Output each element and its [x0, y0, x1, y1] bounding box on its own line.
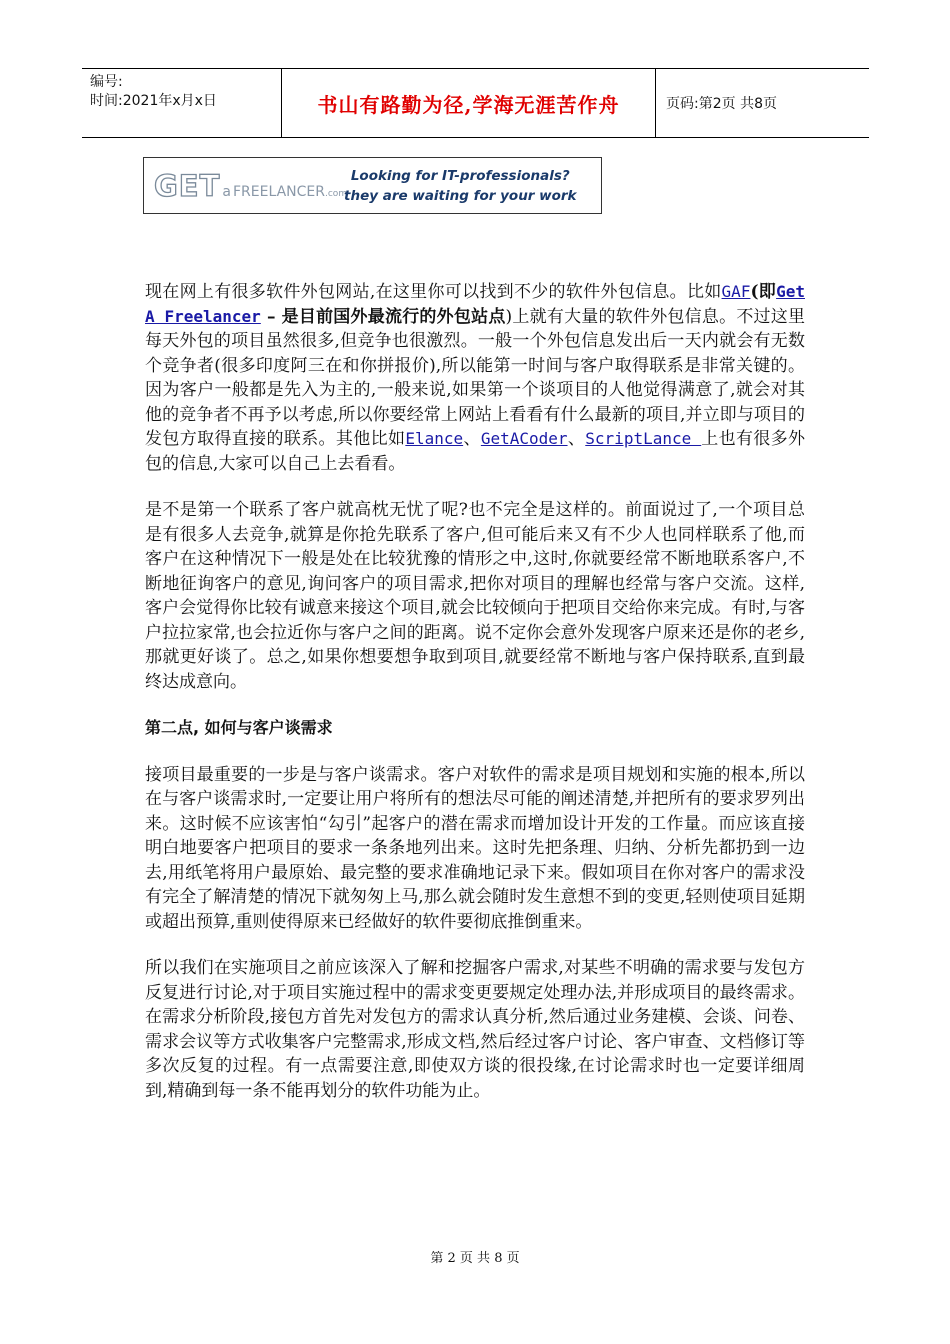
para1-text-1: 现在网上有很多软件外包网站,在这里你可以找到不少的软件外包信息。比如 [145, 282, 722, 302]
logo-get: GET [154, 168, 221, 203]
paragraph-2: 是不是第一个联系了客户就高枕无忧了呢?也不完全是这样的。前面说过了,一个项目总是有很多人去竞争,就算是你抢先联系了客户,但可能后来又有不少人也同样联系了他,而客户在这种情况下一般是处在比较犹豫的情形之中,这时,你就要经常不断地联系客户,不断地征询客户的意见,询问客户的项目需求,把你对项目的理解也经常与客户交流。这样,客户会觉得你比较有诚意来接这个项目,就会比较倾向于把项目交给你来完成。有时,与客户拉拉家常,也会拉近你与客户之间的距离。说不定你会意外发现客户原来还是你的老乡,那就更好谈了。总之,如果你想要想争取到项目,就要经常不断地与客户保持联系,直到最终达成意向。 [145, 500, 805, 692]
para1-text-3: – 是目前国外最流行的外包站点 [260, 306, 506, 327]
paragraph-1 [145, 280, 805, 476]
page-footer: 第 2 页 共 8 页 [430, 1251, 520, 1266]
link-scriptlance[interactable]: ScriptLance [585, 429, 702, 448]
logo-freelancer: FREELANCER [233, 183, 325, 200]
code-label: 编号: [90, 74, 123, 90]
link-get-a-freelancer[interactable]: Get A Freelancer [145, 282, 805, 326]
para1-sep-2: 、 [567, 429, 586, 449]
header-motto: 书山有路勤为径,学海无涯苦作舟 [282, 69, 656, 137]
link-elance[interactable]: Elance [405, 429, 464, 448]
para1-text-4: )上就有大量的软件外包信息。不过这里每天外包的项目虽然很多,但竞争也很激烈。一般一个外包信息发出后一天内就会有无数个竞争者(很多印度阿三在和你拼报价),所以能第一时间与客户取得联系是非常关键的。因为客户一般都是先入为主的,一般来说,如果第一个谈项目的人他觉得满意了,就会对其他的竞争者不再予以考虑,所以你要经常上网站上看看有什么最新的项目,并立即与项目的发包方取得直接的联系。其他比如 [145, 306, 806, 449]
date-label: 时间:2021年x月x日 [90, 93, 217, 109]
paragraph-3: 接项目最重要的一步是与客户谈需求。客户对软件的需求是项目规划和实施的根本,所以在与客户谈需求时,一定要让用户将所有的想法尽可能的阐述清楚,并把所有的要求罗列出来。这时候不应该害怕“勾引”起客户的潜在需求而增加设计开发的工作量。而应该直接明白地要客户把项目的要求一条条地列出来。这时先把条理、归纳、分析先都扔到一边去,用纸笔将用户最原始、最完整的要求准确地记录下来。假如项目在你对客户的需求没有完全了解清楚的情况下就匆匆上马,那么就会随时发生意想不到的变更,轻则使项目延期或超出预算,重则使得原来已经做好的软件要彻底推倒重来。 [145, 764, 805, 932]
paragraph-4: 所以我们在实施项目之前应该深入了解和挖掘客户需求,对某些不明确的需求要与发包方反复进行讨论,对于项目实施过程中的需求变更要规定处理办法,并形成项目的最终需求。在需求分析阶段,接包方首先对发包方的需求认真分析,然后通过业务建模、会谈、问卷、需求会议等方式收集客户完整需求,形成文档,然后经过客户讨论、客户审查、文档修订等多次反复的过程。有一点需要注意,即使双方谈的很投缘,在讨论需求时也一定要详细周到,精确到每一条不能再划分的软件功能为止。 [145, 958, 805, 1101]
link-gaf[interactable]: GAF [721, 282, 751, 301]
para1-text-5: 上也有很多外包的信息,大家可以自己上去看看。 [145, 429, 806, 474]
tagline-line-2: they are waiting for your work [344, 187, 577, 204]
header-meta [82, 69, 282, 137]
header-page-info: 页码:第2页 共8页 [666, 96, 777, 112]
banner-tagline [344, 166, 577, 206]
logo-a: a [222, 183, 231, 200]
para1-sep-1: 、 [463, 429, 481, 449]
freelancer-banner[interactable] [143, 157, 602, 214]
logo-com: .com [325, 188, 348, 199]
tagline-line-1: Looking for IT-professionals? [350, 167, 570, 184]
link-getacoder[interactable]: GetACoder [480, 429, 568, 448]
article-body [145, 280, 805, 1125]
page-header [82, 68, 869, 138]
getafreelancer-logo [144, 168, 348, 203]
para1-text-2: (即 [750, 282, 777, 302]
section-heading-2: 第二点, 如何与客户谈需求 [145, 718, 333, 737]
